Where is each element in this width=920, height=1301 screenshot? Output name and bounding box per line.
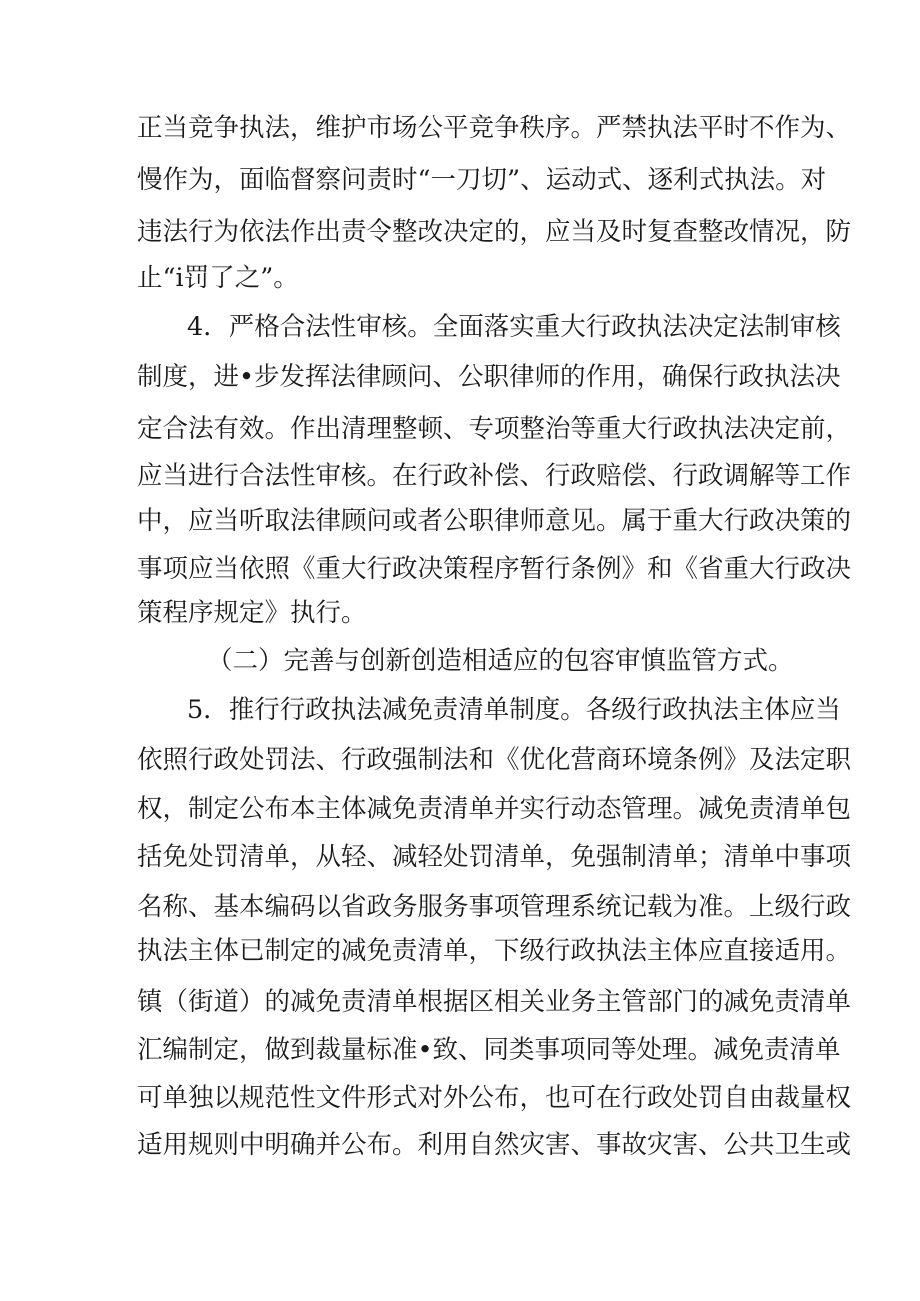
text-line: 汇编制定，做到裁量标准•致、同类事项同等处理。减免责清单 (137, 1035, 841, 1065)
text-line: 适用规则中明确并公布。利用自然灾害、事故灾害、公共卫生或 (137, 1130, 852, 1160)
subsection-heading: （二）完善与创新创造相适应的包容审慎监管方式。 (207, 646, 794, 676)
text-line: 正当竞争执法，维护市场公平竞争秩序。严禁执法平时不作为、 (137, 113, 852, 143)
text-line: 可单独以规范性文件形式对外公布，也可在行政处罚自由裁量权 (137, 1083, 852, 1113)
text-line: 事项应当依照《重大行政决策程序暂行条例》和《省重大行政决 (137, 554, 852, 584)
text-line: 应当进行合法性审核。在行政补偿、行政赔偿、行政调解等工作 (137, 461, 852, 491)
text-line: 权，制定公布本主体减免责清单并实行动态管理。减免责清单包 (137, 794, 852, 824)
text-line: 止“i罚了之”。 (137, 263, 299, 293)
text-line: 制度，进•步发挥法律顾问、公职律师的作用，确保行政执法决 (137, 362, 841, 392)
text-line: 镇（街道）的减免责清单根据区相关业务主管部门的减免责清单 (137, 987, 852, 1017)
section-heading-5: 5．推行行政执法减免责清单制度。各级行政执法主体应当 (187, 695, 841, 725)
text-line: 策程序规定》执行。 (137, 598, 367, 628)
text-line: 名称、基本编码以省政务服务事项管理系统记载为准。上级行政 (137, 892, 852, 922)
text-line: 慢作为，面临督察问责时“一刀切”、运动式、逐利式执法。对 (137, 165, 827, 195)
text-line: 违法行为依法作出责令整改决定的，应当及时复查整改情况，防 (137, 217, 852, 247)
text-line: 中，应当听取法律顾问或者公职律师意见。属于重大行政决策的 (137, 506, 852, 536)
text-line: 定合法有效。作出清理整顿、专项整治等重大行政执法决定前， (137, 414, 852, 444)
text-line: 依照行政处罚法、行政强制法和《优化营商环境条例》及法定职 (137, 745, 852, 775)
text-line: 括免处罚清单，从轻、减轻处罚清单，免强制清单；清单中事项 (137, 842, 852, 872)
section-heading-4: 4．严格合法性审核。全面落实重大行政执法决定法制审核 (187, 312, 841, 342)
text-line: 执法主体已制定的减免责清单，下级行政执法主体应直接适用。 (137, 936, 852, 966)
